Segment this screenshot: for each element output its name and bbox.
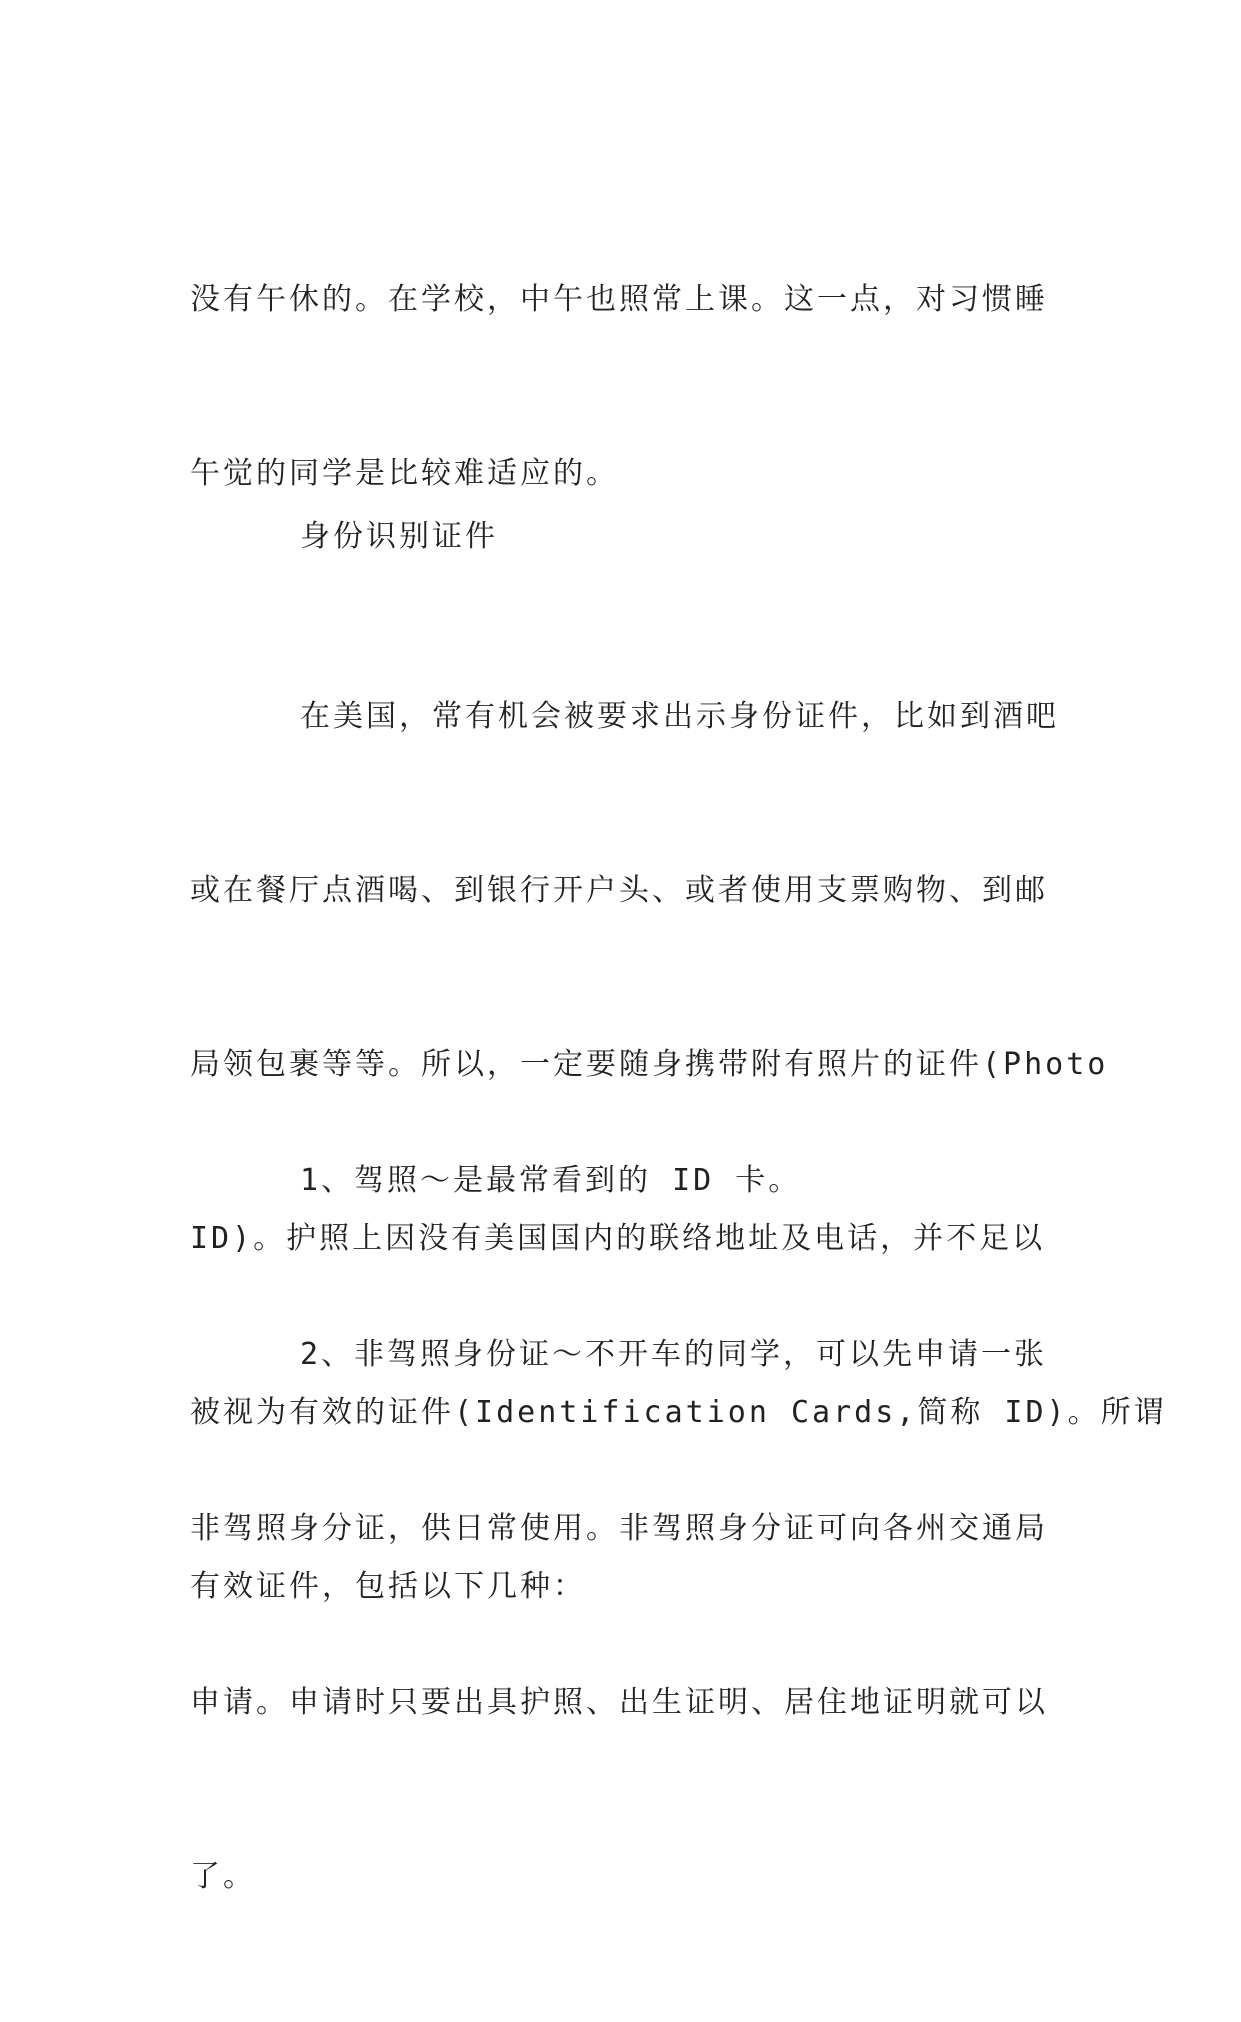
text-line: 在美国，常有机会被要求出示身份证件，比如到酒吧 (300, 699, 1059, 734)
list-item-non-driver-id (190, 1210, 1167, 2022)
text-line: 申请。申请时只要出具护照、出生证明、居住地证明就可以 (190, 1685, 1048, 1720)
text-line: 非驾照身分证，供日常使用。非驾照身分证可向各州交通局 (190, 1511, 1048, 1546)
heading-text: 身份识别证件 (300, 519, 498, 554)
text-line: ID)。护照上因没有美国国内的联络地址及电话，并不足以 (190, 1221, 1046, 1256)
text-line: 局领包裹等等。所以，一定要随身携带附有照片的证件(Photo (190, 1047, 1109, 1082)
text-line: 了。 (190, 1859, 256, 1894)
text-line: 午觉的同学是比较难适应的。 (190, 456, 619, 491)
text-line: 2、非驾照身份证～不开车的同学，可以先申请一张 (300, 1337, 1048, 1372)
text-line: 没有午休的。在学校，中午也照常上课。这一点，对习惯睡 (190, 282, 1048, 317)
text-line: 被视为有效的证件(Identification Cards,简称 ID)。所谓 (190, 1395, 1167, 1430)
text-line: 1、驾照～是最常看到的 ID 卡。 (300, 1163, 802, 1198)
text-line: 有效证件，包括以下几种： (190, 1569, 586, 1604)
text-line: 或在餐厅点酒喝、到银行开户头、或者使用支票购物、到邮 (190, 873, 1048, 908)
